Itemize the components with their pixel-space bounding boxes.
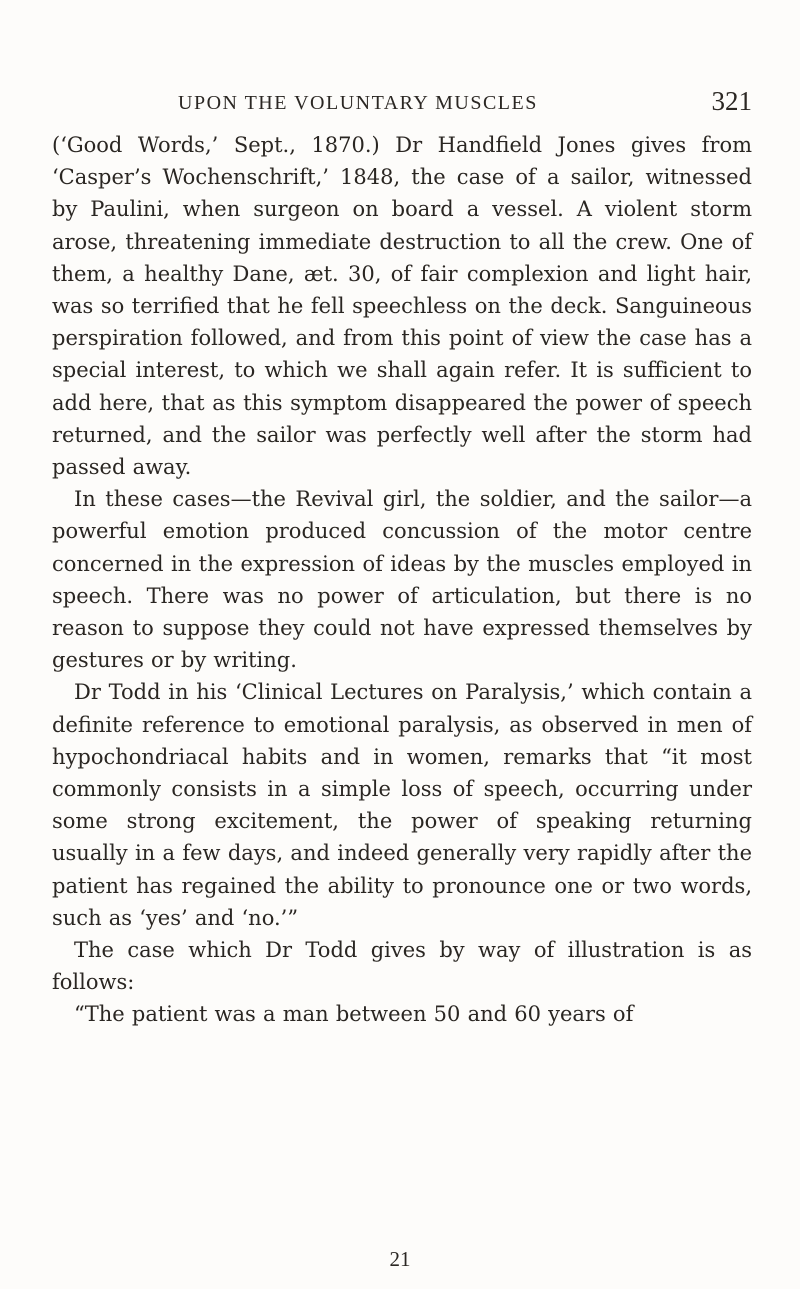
running-head	[52, 86, 752, 122]
paragraph: “The patient was a man between 50 and 60 years of	[74, 1002, 634, 1027]
page-number: 321	[711, 86, 752, 116]
paragraph: Dr Todd in his ‘Clinical Lectures on Paralysis,’ which contain a definite reference to emotional paralysis, as observed in men of hypochondriacal habits and in women, remarks that “it most commonly consists in a simple loss of speech, occurring under some strong excitement, the power of speaking returning usually in a few days, and indeed generally very rapidly after the patient has regained the ability to pronounce one or two words, such as ‘yes’ and ‘no.’”	[52, 680, 752, 930]
paragraph-continuation: (‘Good Words,’ Sept., 1870.) Dr Handfield Jones gives from ‘Casper’s Wochenschrift,’ 1848, the case of a sailor, witnessed by Paulini, when surgeon on board a vessel. A violent storm arose, threatening immediate destruction to all the crew. One of them, a healthy Dane, æt. 30, of fair complexion and light hair, was so terrified that he fell speechless on the deck. Sanguineous perspiration followed, and from this point of view the case has a special interest, to which we shall again refer. It is sufficient to add here, that as this symptom disappeared the power of speech returned, and the sailor was perfectly well after the storm had passed away.	[52, 133, 752, 480]
running-title: UPON THE VOLUNTARY MUSCLES	[178, 92, 538, 114]
paragraph: The case which Dr Todd gives by way of illustration is as follows:	[52, 938, 752, 995]
body-text	[52, 129, 752, 1031]
paragraph: In these cases—the Revival girl, the soldier, and the sailor—a powerful emotion produced concussion of the motor centre concerned in the expression of ideas by the muscles employed in speech. There was no power of articulation, but there is no reason to suppose they could not have expressed themselves by gestures or by writing.	[52, 487, 752, 673]
signature-mark: 21	[389, 1247, 411, 1271]
